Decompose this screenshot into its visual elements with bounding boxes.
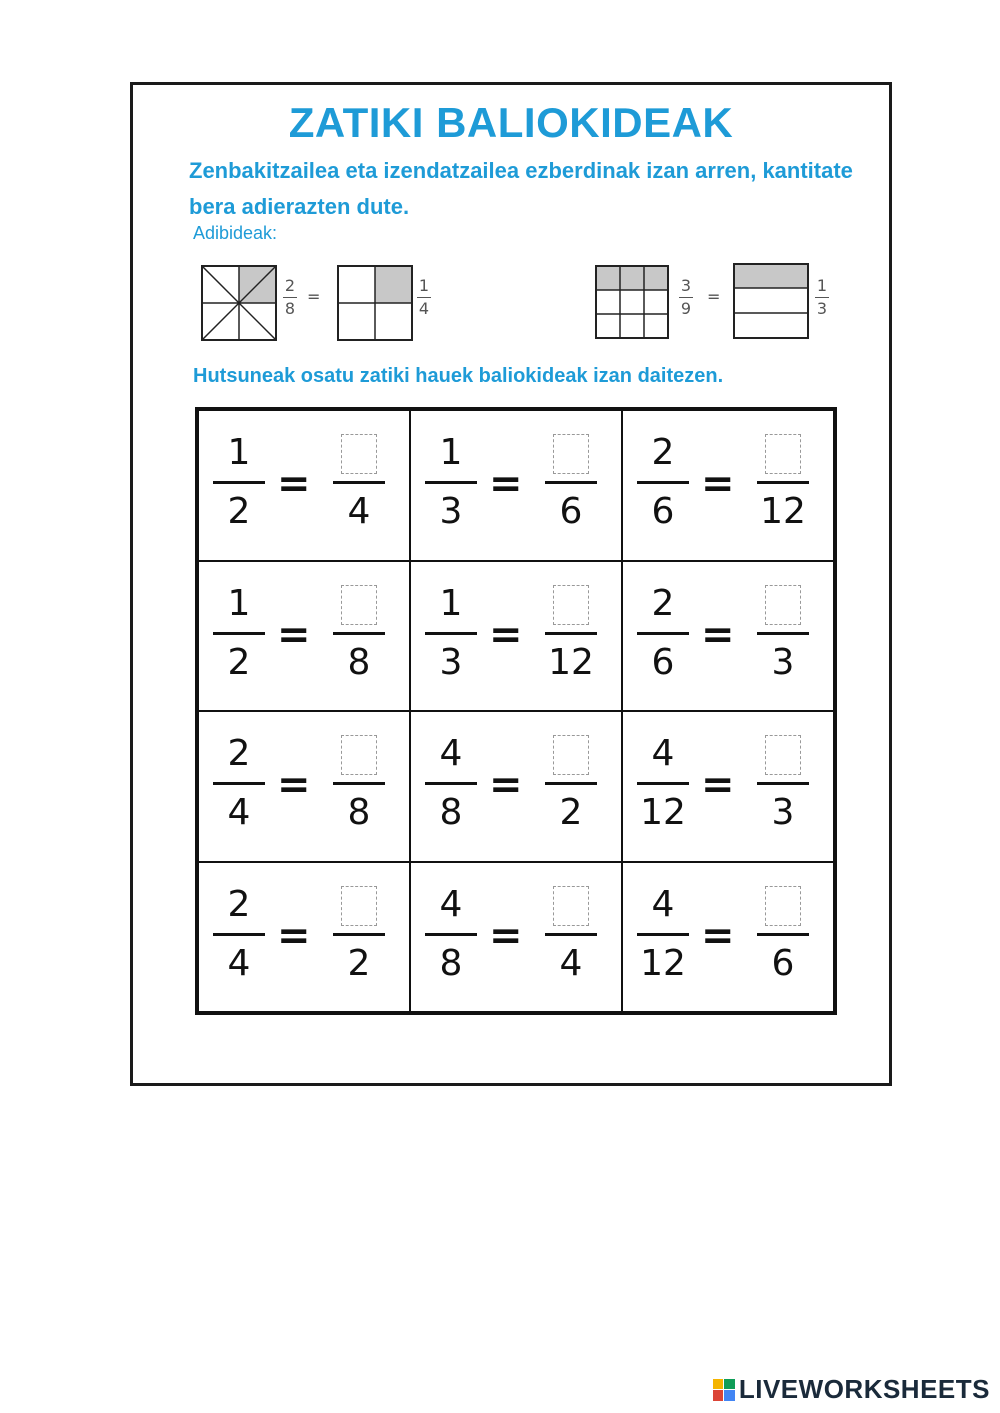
given-numerator: 2 — [227, 733, 251, 774]
answer-fraction — [753, 881, 813, 988]
exercise-cell — [622, 410, 834, 561]
answer-fraction — [541, 580, 601, 687]
fraction-bar — [425, 782, 477, 785]
example-fraction-one-quarter — [417, 277, 431, 318]
given-fraction — [421, 730, 481, 837]
fraction-bar — [637, 632, 689, 635]
fraction-bar — [333, 481, 385, 484]
example-quarters-diagram — [337, 265, 413, 341]
answer-fraction — [329, 881, 389, 988]
given-denominator: 3 — [439, 641, 463, 683]
answer-fraction — [541, 730, 601, 837]
answer-fraction — [329, 730, 389, 837]
given-numerator: 1 — [439, 582, 463, 624]
fraction-bar — [425, 632, 477, 635]
answer-fraction — [753, 429, 813, 536]
answer-denominator: 6 — [771, 942, 795, 984]
given-numerator: 4 — [651, 733, 675, 774]
example-numerator: 1 — [816, 276, 828, 295]
answer-fraction — [329, 429, 389, 536]
given-denominator: 4 — [227, 792, 251, 833]
answer-denominator: 4 — [559, 942, 583, 984]
answer-denominator: 2 — [347, 942, 371, 984]
given-numerator: 4 — [651, 883, 675, 925]
numerator-answer-box[interactable] — [553, 585, 589, 625]
given-denominator: 12 — [640, 942, 686, 984]
answer-denominator: 12 — [548, 641, 594, 683]
answer-denominator: 8 — [347, 641, 371, 683]
answer-fraction — [753, 580, 813, 687]
fraction-bar — [757, 632, 809, 635]
given-fraction — [633, 580, 693, 687]
answer-denominator: 2 — [559, 792, 583, 833]
fraction-bar — [637, 481, 689, 484]
given-fraction — [421, 429, 481, 536]
fraction-bar — [213, 632, 265, 635]
given-numerator: 1 — [227, 432, 251, 473]
equals-sign: = — [701, 912, 735, 959]
equals-sign: = — [701, 611, 735, 658]
given-numerator: 1 — [227, 582, 251, 624]
worksheet-title: ZATIKI BALIOKIDEAK — [288, 99, 734, 146]
given-denominator: 8 — [439, 942, 463, 984]
answer-denominator: 6 — [559, 491, 583, 532]
exercise-cell — [198, 410, 410, 561]
fraction-bar — [637, 933, 689, 936]
fraction-bar — [213, 933, 265, 936]
numerator-answer-box[interactable] — [341, 434, 377, 474]
exercise-cell — [622, 862, 834, 1013]
exercise-cell — [198, 862, 410, 1013]
answer-denominator: 8 — [347, 792, 371, 833]
equals-sign: = — [701, 762, 735, 808]
answer-fraction — [541, 881, 601, 988]
fraction-bar — [333, 632, 385, 635]
exercise-cell — [410, 561, 622, 712]
given-denominator: 6 — [651, 491, 675, 532]
given-fraction — [633, 429, 693, 536]
given-denominator: 2 — [227, 641, 251, 683]
answer-fraction — [329, 580, 389, 687]
example-ninths-diagram — [595, 265, 669, 339]
fraction-bar — [213, 481, 265, 484]
fraction-bar — [545, 481, 597, 484]
given-numerator: 4 — [439, 883, 463, 925]
answer-fraction — [753, 730, 813, 837]
exercise-cell — [622, 711, 834, 862]
numerator-answer-box[interactable] — [341, 735, 377, 775]
example-denominator: 4 — [418, 299, 430, 318]
intro-text: Zenbakitzailea eta izendatzailea ezberdinak izan arren, kantitate bera adierazten dute. — [189, 158, 853, 219]
given-fraction — [209, 429, 269, 536]
equals-sign: = — [489, 611, 523, 658]
fraction-bar — [545, 933, 597, 936]
numerator-answer-box[interactable] — [765, 886, 801, 926]
equals-sign: = — [489, 762, 523, 808]
example-numerator: 3 — [680, 276, 692, 295]
exercise-grid — [195, 407, 837, 1015]
given-fraction — [209, 881, 269, 988]
fraction-bar — [757, 782, 809, 785]
liveworksheets-logo — [713, 1374, 990, 1405]
given-denominator: 12 — [640, 792, 686, 833]
answer-denominator: 3 — [771, 792, 795, 833]
numerator-answer-box[interactable] — [765, 585, 801, 625]
given-numerator: 4 — [439, 733, 463, 774]
instruction-text: Hutsuneak osatu zatiki hauek baliokideak izan daitezen. — [193, 365, 724, 387]
fraction-bar — [213, 782, 265, 785]
given-fraction — [421, 881, 481, 988]
example-numerator: 2 — [284, 276, 296, 295]
example-fraction-three-ninths — [679, 277, 693, 318]
answer-denominator: 12 — [760, 491, 806, 532]
equals-sign: = — [277, 762, 311, 808]
exercise-cell — [410, 410, 622, 561]
example-eighths-diagram — [201, 265, 277, 341]
equals-sign: = — [277, 912, 311, 959]
answer-denominator: 3 — [771, 641, 795, 683]
given-fraction — [421, 580, 481, 687]
exercise-cell — [198, 561, 410, 712]
given-denominator: 3 — [439, 491, 463, 532]
given-denominator: 8 — [439, 792, 463, 833]
fraction-bar — [637, 782, 689, 785]
example-denominator: 8 — [284, 299, 296, 318]
example-fraction-one-third — [815, 277, 829, 318]
worksheet-frame — [130, 82, 892, 1086]
equals-sign: = — [277, 611, 311, 658]
fraction-bar — [333, 782, 385, 785]
numerator-answer-box[interactable] — [765, 735, 801, 775]
fraction-bar — [417, 297, 431, 298]
fraction-bar — [815, 297, 829, 298]
exercise-cell — [622, 561, 834, 712]
fraction-bar — [333, 933, 385, 936]
fraction-bar — [425, 481, 477, 484]
numerator-answer-box[interactable] — [553, 886, 589, 926]
equals-sign: = — [489, 912, 523, 959]
example-denominator: 3 — [816, 299, 828, 318]
fraction-bar — [283, 297, 297, 298]
exercise-cell — [410, 711, 622, 862]
fraction-bar — [545, 782, 597, 785]
numerator-answer-box[interactable] — [553, 434, 589, 474]
given-fraction — [209, 580, 269, 687]
example-thirds-diagram — [733, 263, 809, 339]
given-denominator: 6 — [651, 641, 675, 683]
equals-sign: = — [277, 461, 311, 507]
numerator-answer-box[interactable] — [553, 735, 589, 775]
example-equals-sign: = — [707, 287, 721, 306]
example-equals-sign: = — [307, 287, 321, 306]
exercise-cell — [198, 711, 410, 862]
exercise-cell — [410, 862, 622, 1013]
example-fraction-two-eighths — [283, 277, 297, 318]
brand-name: LIVEWORKSHEETS — [738, 1374, 990, 1404]
given-numerator: 2 — [651, 582, 675, 624]
fraction-bar — [545, 632, 597, 635]
numerator-answer-box[interactable] — [341, 886, 377, 926]
numerator-answer-box[interactable] — [765, 434, 801, 474]
equals-sign: = — [701, 461, 735, 507]
liveworksheets-icon — [713, 1379, 735, 1401]
given-fraction — [633, 730, 693, 837]
given-fraction — [633, 881, 693, 988]
fraction-bar — [757, 481, 809, 484]
fraction-bar — [679, 297, 693, 298]
example-denominator: 9 — [680, 299, 692, 318]
fraction-bar — [425, 933, 477, 936]
numerator-answer-box[interactable] — [341, 585, 377, 625]
given-numerator: 1 — [439, 432, 463, 473]
fraction-bar — [757, 933, 809, 936]
example-numerator: 1 — [418, 276, 430, 295]
equals-sign: = — [489, 461, 523, 507]
answer-fraction — [541, 429, 601, 536]
given-denominator: 4 — [227, 942, 251, 984]
given-fraction — [209, 730, 269, 837]
given-numerator: 2 — [651, 432, 675, 473]
given-denominator: 2 — [227, 491, 251, 532]
examples-label: Adibideak: — [193, 223, 278, 243]
given-numerator: 2 — [227, 883, 251, 925]
answer-denominator: 4 — [347, 491, 371, 532]
